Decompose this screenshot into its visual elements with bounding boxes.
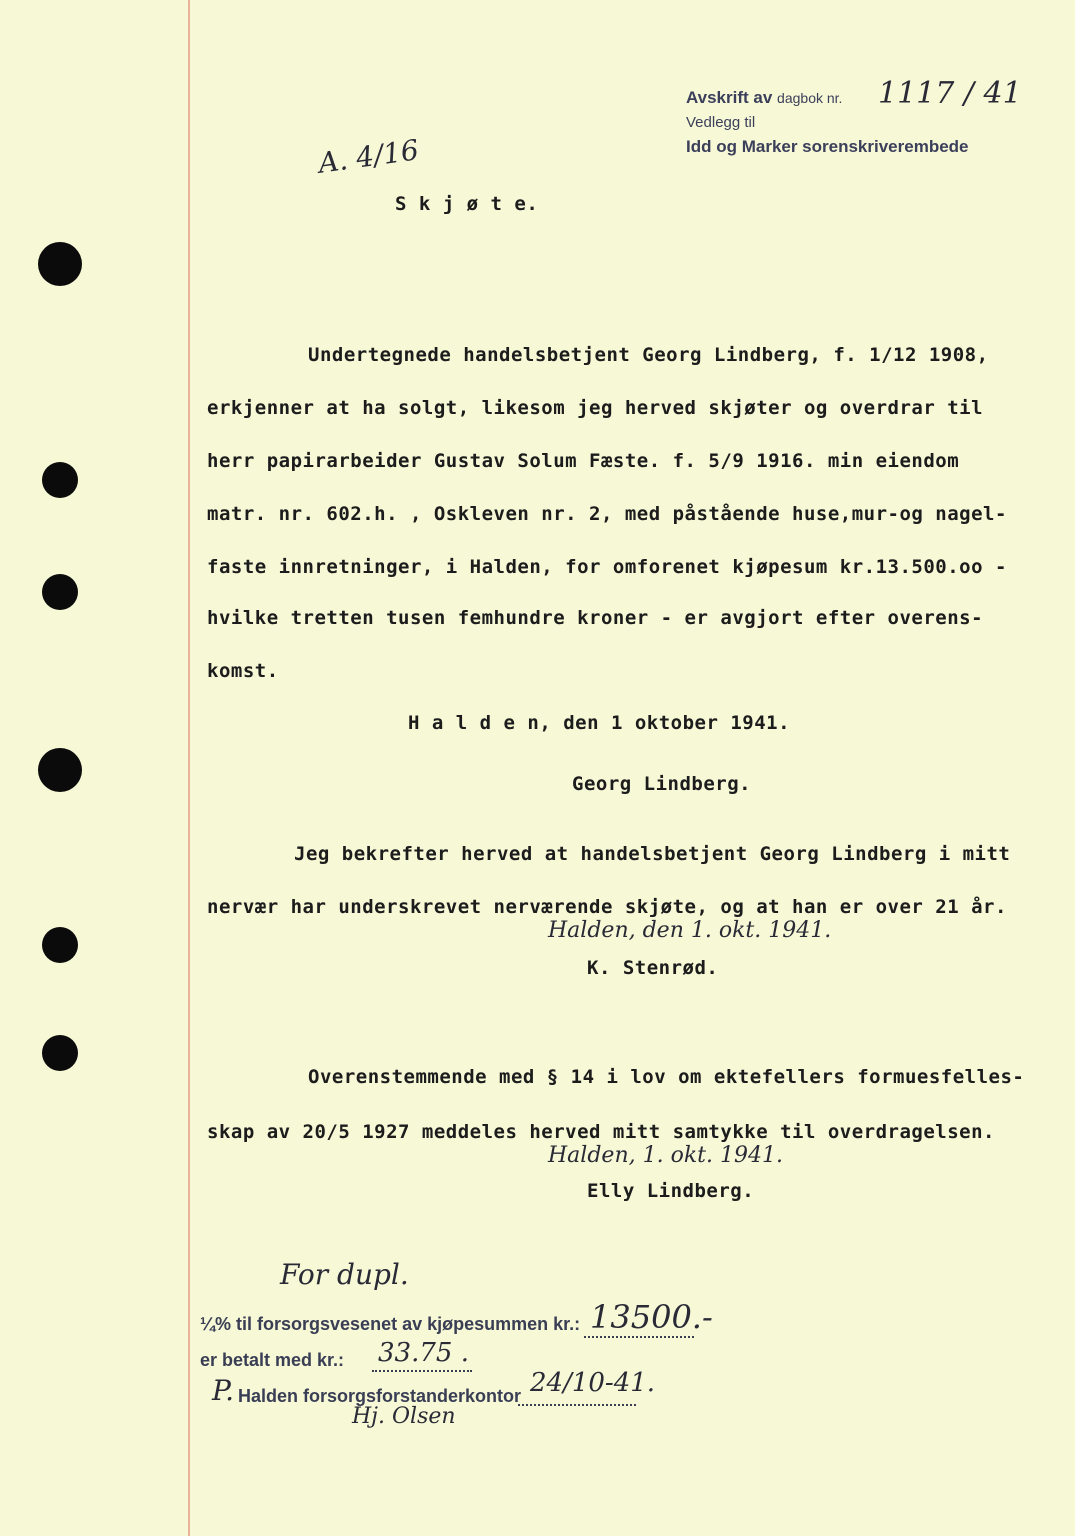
fee-amount-hand: 13500.-	[590, 1298, 713, 1336]
fee-paid-hand: 33.75 .	[378, 1338, 469, 1368]
signature-spouse: Elly Lindberg.	[587, 1180, 755, 1202]
fee-dotted-line	[372, 1370, 472, 1372]
witness-date-hand: Halden, den 1. okt. 1941.	[548, 918, 832, 943]
body-line: herr papirarbeider Gustav Solum Fæste. f. 5/9 1916. min eiendom	[207, 450, 960, 472]
signature-seller: Georg Lindberg.	[572, 773, 752, 795]
witness-line: Jeg bekrefter herved at handelsbetjent Georg Lindberg i mitt	[294, 843, 1011, 865]
stamp-line2: Vedlegg til	[686, 114, 756, 131]
fee-stamp-line3: Halden forsorgsforstanderkontor	[238, 1386, 522, 1406]
fee-stamp-line2: er betalt med kr.:	[200, 1350, 345, 1370]
place-date: H a l d e n, den 1 oktober 1941.	[408, 712, 791, 734]
consent-date-hand: Halden, 1. okt. 1941.	[548, 1143, 783, 1168]
punch-hole	[38, 242, 82, 286]
stamp-line3: Idd og Marker sorenskriverembede	[686, 137, 969, 156]
body-line: matr. nr. 602.h. , Oskleven nr. 2, med påstående huse,mur-og nagel-	[207, 503, 1007, 525]
body-line: komst.	[207, 660, 279, 682]
punch-hole	[42, 462, 78, 498]
consent-line: skap av 20/5 1927 meddeles herved mitt samtykke til overdragelsen.	[207, 1121, 995, 1143]
fee-dotted-line	[584, 1336, 694, 1338]
consent-line: Overenstemmende med § 14 i lov om ektefellers formuesfelles-	[308, 1066, 1025, 1088]
stamp-number-hand: 1117 / 41	[878, 76, 1022, 111]
fee-prefix-hand: P.	[212, 1374, 235, 1407]
marginal-note: A. 4/16	[316, 133, 421, 180]
punch-hole	[38, 748, 82, 792]
punch-hole	[42, 574, 78, 610]
body-line: faste innretninger, i Halden, for omforenet kjøpesum kr.13.500.oo -	[207, 556, 1007, 578]
margin-line	[188, 0, 190, 1536]
punch-hole	[42, 1035, 78, 1071]
signature-witness: K. Stenrød.	[587, 957, 719, 979]
stamp-mid: dagbok nr.	[777, 90, 843, 106]
body-line: erkjenner at ha solgt, likesom jeg herved skjøter og overdrar til	[207, 397, 984, 419]
fee-date-hand: 24/10-41.	[530, 1368, 656, 1398]
fee-dotted-line	[518, 1404, 636, 1406]
punch-hole	[42, 927, 78, 963]
witness-line: nervær har underskrevet nerværende skjøte, og at han er over 21 år.	[207, 896, 1007, 918]
document-title: S k j ø t e.	[395, 193, 539, 215]
fee-signature-hand: Hj. Olsen	[352, 1404, 456, 1429]
stamp-prefix: Avskrift av	[686, 88, 773, 107]
body-line: Undertegnede handelsbetjent Georg Lindberg, f. 1/12 1908,	[308, 344, 989, 366]
fee-hand-note: For dupl.	[280, 1258, 409, 1291]
fee-stamp-line1: ¼% til forsorgsvesenet av kjøpesummen kr.:	[200, 1314, 581, 1334]
stamp-line1	[686, 88, 842, 108]
body-line: hvilke tretten tusen femhundre kroner - er avgjort efter overens-	[207, 607, 984, 629]
